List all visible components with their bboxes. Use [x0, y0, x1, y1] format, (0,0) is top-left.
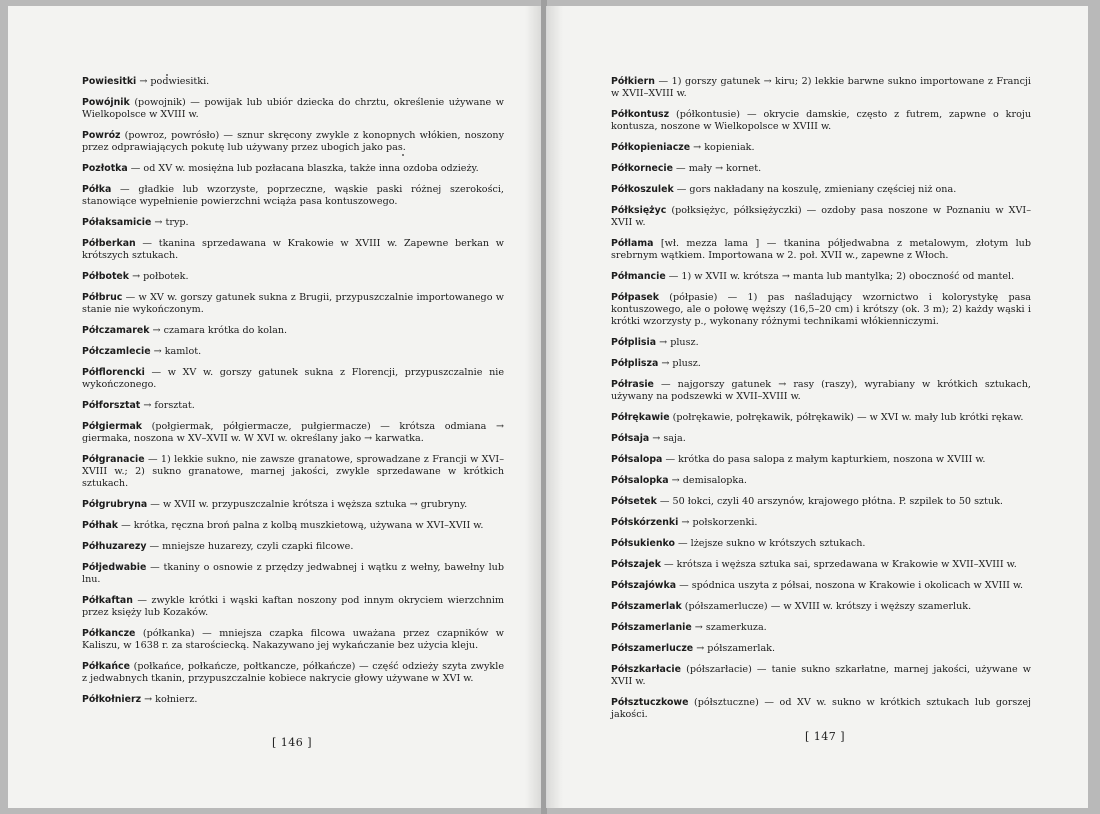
- entry-headword: Półksiężyc: [611, 205, 667, 216]
- left-page: [8, 6, 542, 808]
- page-number-right: [ 147 ]: [805, 730, 846, 743]
- dictionary-entry: [611, 601, 1031, 613]
- dictionary-entry: [611, 496, 1031, 508]
- dictionary-entry: [82, 238, 504, 262]
- entry-headword: Półkańce: [82, 661, 130, 672]
- dictionary-entry: [82, 499, 504, 511]
- entry-headword: Półkancze: [82, 628, 136, 639]
- entry-headword: Półrękawie: [611, 412, 670, 423]
- dictionary-entry: [611, 643, 1031, 655]
- dictionary-entry: [611, 337, 1031, 349]
- entry-definition: (półszamerlucze) — w XVIII w. krótszy i węższy szamerluk.: [681, 601, 972, 612]
- entry-headword: Półsetek: [611, 496, 657, 507]
- entry-headword: Półskórzenki: [611, 517, 679, 528]
- entry-headword: Półforsztat: [82, 400, 141, 411]
- entry-definition: (połksiężyc, półksiężyczki) — ozdoby pasa noszone w Poznaniu w XVI–XVII w.: [611, 205, 1031, 228]
- left-entries: [82, 76, 504, 715]
- entry-definition: — krótka, ręczna broń palna z kolbą muszkietową, używana w XVI–XVII w.: [118, 520, 484, 531]
- entry-definition: → czamara krótka do kolan.: [149, 325, 288, 336]
- entry-headword: Półczamlecie: [82, 346, 151, 357]
- dictionary-entry: [82, 661, 504, 685]
- entry-headword: Półflorencki: [82, 367, 145, 378]
- entry-headword: Półaksamicie: [82, 217, 152, 228]
- dictionary-entry: [82, 628, 504, 652]
- entry-definition: → tryp.: [151, 217, 189, 228]
- entry-definition: → połbotek.: [129, 271, 189, 282]
- dictionary-entry: [611, 622, 1031, 634]
- entry-definition: (półkanka) — mniejsza czapka filcowa uważana przez czapników w Kaliszu, w 1638 r. za starościecką. Nakazywano jej wykańczanie bez użycia kleju.: [82, 628, 504, 651]
- dictionary-entry: [611, 580, 1031, 592]
- entry-headword: Półszajek: [611, 559, 661, 570]
- page-number-left: [ 146 ]: [272, 736, 313, 749]
- entry-definition: — tkaniny o osnowie z przędzy jedwabnej i wątku z wełny, bawełny lub lnu.: [82, 562, 504, 585]
- dictionary-entry: [82, 76, 504, 88]
- entry-definition: → kopieniak.: [690, 142, 755, 153]
- entry-headword: Półszamerlanie: [611, 622, 692, 633]
- entry-headword: Półkiern: [611, 76, 655, 87]
- dictionary-entry: [82, 97, 504, 121]
- entry-headword: Półszamerlak: [611, 601, 682, 612]
- entry-definition: (połgiermak, półgiermacze, pułgiermacze) — krótsza odmiana → giermaka, noszona w XV–XVII w. W XVI w. określany jako → karwatka.: [82, 421, 504, 444]
- scan-speck: [402, 154, 404, 156]
- dictionary-entry: [611, 379, 1031, 403]
- dictionary-entry: [82, 562, 504, 586]
- entry-definition: — tkanina sprzedawana w Krakowie w XVIII w. Zapewne berkan w krótszych sztukach.: [82, 238, 504, 261]
- dictionary-entry: [611, 205, 1031, 229]
- entry-headword: Półmancie: [611, 271, 666, 282]
- dictionary-entry: [82, 271, 504, 283]
- entry-definition: → kołnierz.: [141, 694, 198, 705]
- dictionary-entry: [611, 292, 1031, 328]
- entry-headword: Powiesitki: [82, 76, 137, 87]
- scan-speck: [166, 74, 168, 76]
- dictionary-entry: [82, 184, 504, 208]
- entry-headword: Powróz: [82, 130, 121, 141]
- dictionary-entry: [82, 541, 504, 553]
- dictionary-entry: [611, 76, 1031, 100]
- dictionary-entry: [611, 163, 1031, 175]
- entry-definition: (połkańce, połkańcze, połtkancze, półkańcze) — część odzieży szyta zwykle z jedwabnych tkanin, przypuszczalnie kobiece nakrycie głowy używane w XVI w.: [82, 661, 504, 684]
- entry-definition: → połskorzenki.: [678, 517, 758, 528]
- entry-definition: → demisalopka.: [668, 475, 747, 486]
- dictionary-entry: [611, 559, 1031, 571]
- entry-headword: Pozłotka: [82, 163, 128, 174]
- entry-definition: — najgorszy gatunek → rasy (raszy), wyrabiany w krótkich sztukach, używany na podszewki w XVII–XVIII w.: [611, 379, 1031, 402]
- entry-headword: Półczamarek: [82, 325, 150, 336]
- entry-definition: → plusz.: [658, 358, 701, 369]
- dictionary-entry: [611, 109, 1031, 133]
- dictionary-entry: [611, 433, 1031, 445]
- entry-definition: → podwiesitki.: [136, 76, 210, 87]
- right-page: [546, 6, 1088, 808]
- entry-headword: Półkopieniacze: [611, 142, 691, 153]
- entry-definition: — w XV w. gorszy gatunek sukna z Florencji, przypuszczalnie nie wykończonego.: [82, 367, 504, 390]
- entry-definition: — od XV w. mosiężna lub pozłacana blaszka, także inna ozdoba odzieży.: [127, 163, 479, 174]
- entry-definition: → saja.: [649, 433, 686, 444]
- entry-definition: — 1) w XVII w. krótsza → manta lub mantylka; 2) oboczność od mantel.: [665, 271, 1015, 282]
- entry-definition: (powojnik) — powijak lub ubiór dziecka do chrztu, określenie używane w Wielkopolsce w XVIII w.: [82, 97, 504, 120]
- entry-headword: Półjedwabie: [82, 562, 147, 573]
- entry-definition: — mniejsze huzarezy, czyli czapki filcowe.: [146, 541, 354, 552]
- dictionary-entry: [82, 292, 504, 316]
- dictionary-entry: [611, 697, 1031, 721]
- entry-definition: — lżejsze sukno w krótszych sztukach.: [674, 538, 866, 549]
- entry-headword: Półgrubryna: [82, 499, 148, 510]
- entry-headword: Półkołnierz: [82, 694, 142, 705]
- dictionary-entry: [82, 400, 504, 412]
- dictionary-entry: [611, 238, 1031, 262]
- entry-definition: — mały → kornet.: [673, 163, 762, 174]
- entry-definition: — gors nakładany na koszulę, zmieniany częściej niż ona.: [673, 184, 957, 195]
- dictionary-entry: [611, 358, 1031, 370]
- entry-headword: Półrasie: [611, 379, 654, 390]
- entry-definition: → forsztat.: [140, 400, 195, 411]
- entry-definition: (powroz, powrósło) — sznur skręcony zwykle z konopnych włókien, noszony przez odprawiających pokutę lub używany przez ubogich jako pas.: [82, 130, 504, 153]
- entry-headword: Półsaja: [611, 433, 650, 444]
- entry-headword: Półkornecie: [611, 163, 673, 174]
- dictionary-entry: [82, 163, 504, 175]
- entry-headword: Półsalopka: [611, 475, 669, 486]
- entry-headword: Półhak: [82, 520, 119, 531]
- dictionary-entry: [82, 346, 504, 358]
- entry-headword: Półszajówka: [611, 580, 677, 591]
- dictionary-entry: [82, 130, 504, 154]
- entry-definition: → półszamerlak.: [693, 643, 776, 654]
- entry-definition: — spódnica uszyta z półsai, noszona w Krakowie i okolicach w XVIII w.: [676, 580, 1024, 591]
- entry-definition: — 50 łokci, czyli 40 arszynów, krajowego płótna. P. szpilek to 50 sztuk.: [656, 496, 1003, 507]
- entry-definition: — 1) lekkie sukno, nie zawsze granatowe, sprowadzane z Francji w XVI–XVIII w.; 2) sukno granatowe, marnej jakości, zwykle sprzedawane w krótkich sztukach.: [82, 454, 504, 489]
- entry-headword: Półka: [82, 184, 112, 195]
- entry-definition: — krótsza i węższa sztuka sai, sprzedawana w Krakowie w XVII–XVIII w.: [660, 559, 1017, 570]
- entry-headword: Półlama: [611, 238, 654, 249]
- entry-headword: Powójnik: [82, 97, 130, 108]
- dictionary-entry: [611, 538, 1031, 550]
- entry-headword: Półbotek: [82, 271, 130, 282]
- entry-headword: Półberkan: [82, 238, 136, 249]
- dictionary-entry: [82, 454, 504, 490]
- entry-headword: Półkoszulek: [611, 184, 674, 195]
- dictionary-entry: [611, 664, 1031, 688]
- dictionary-entry: [611, 412, 1031, 424]
- dictionary-entry: [611, 142, 1031, 154]
- entry-definition: — w XVII w. przypuszczalnie krótsza i węższa sztuka → grubryny.: [147, 499, 468, 510]
- entry-definition: → szamerkuza.: [691, 622, 767, 633]
- dictionary-entry: [82, 694, 504, 706]
- entry-headword: Półpasek: [611, 292, 660, 303]
- dictionary-entry: [611, 271, 1031, 283]
- dictionary-entry: [82, 217, 504, 229]
- right-entries: [611, 76, 1031, 730]
- entry-definition: → plusz.: [656, 337, 699, 348]
- entry-definition: (półpasie) — 1) pas naśladujący wzornictwo i kolorystykę pasa kontuszowego, ale o połowę węższy (16,5–20 cm) i krótszy (ok. 3 m); 2) każdy wąski i krótki wzorzysty p., wykonany różnymi technikami włókienniczymi.: [611, 292, 1031, 327]
- dictionary-entry: [82, 325, 504, 337]
- dictionary-entry: [611, 517, 1031, 529]
- entry-headword: Półsztuczkowe: [611, 697, 689, 708]
- entry-headword: Półbruc: [82, 292, 123, 303]
- dictionary-entry: [611, 475, 1031, 487]
- entry-definition: — krótka do pasa salopa z małym kapturkiem, noszona w XVIII w.: [662, 454, 986, 465]
- entry-definition: — w XV w. gorszy gatunek sukna z Brugii, przypuszczalnie importowanego w stanie nie wykończonym.: [82, 292, 504, 315]
- dictionary-entry: [611, 184, 1031, 196]
- entry-headword: Półszkarłacie: [611, 664, 681, 675]
- entry-headword: Półsukienko: [611, 538, 675, 549]
- entry-headword: Półhuzarezy: [82, 541, 147, 552]
- entry-definition: (półszarłacie) — tanie sukno szkarłatne, marnej jakości, używane w XVII w.: [611, 664, 1031, 687]
- entry-headword: Półplisia: [611, 337, 657, 348]
- entry-definition: — gładkie lub wzorzyste, poprzeczne, wąskie paski różnej szerokości, stanowiące wypełnienie powierzchni wciąża pasa kontuszowego.: [82, 184, 504, 207]
- entry-headword: Półszamerlucze: [611, 643, 694, 654]
- entry-headword: Półsalopa: [611, 454, 663, 465]
- entry-definition: (półsztuczne) — od XV w. sukno w krótkich sztukach lub gorszej jakości.: [611, 697, 1031, 720]
- entry-definition: — 1) gorszy gatunek → kiru; 2) lekkie barwne sukno importowane z Francji w XVII–XVIII w.: [611, 76, 1031, 99]
- entry-headword: Półgranacie: [82, 454, 145, 465]
- dictionary-entry: [82, 367, 504, 391]
- entry-definition: [wł. mezza lama ] — tkanina półjedwabna z metalowym, złotym lub srebrnym wątkiem. Importowana w 2. poł. XVII w., zapewne z Włoch.: [611, 238, 1031, 261]
- dictionary-entry: [82, 595, 504, 619]
- entry-headword: Półkaftan: [82, 595, 133, 606]
- dictionary-entry: [82, 520, 504, 532]
- entry-definition: (połrękawie, połrękawik, półrękawik) — w XVI w. mały lub krótki rękaw.: [669, 412, 1024, 423]
- entry-headword: Półkontusz: [611, 109, 670, 120]
- entry-definition: → kamlot.: [150, 346, 202, 357]
- dictionary-entry: [82, 421, 504, 445]
- dictionary-entry: [611, 454, 1031, 466]
- entry-definition: (półkontusie) — okrycie damskie, często z futrem, zapwne o kroju kontusza, noszone w Wielkopolsce w XVIII w.: [611, 109, 1031, 132]
- entry-headword: Półplisza: [611, 358, 659, 369]
- entry-headword: Półgiermak: [82, 421, 143, 432]
- entry-definition: — zwykle krótki i wąski kaftan noszony pod innym okryciem wierzchnim przez księży lub Kozaków.: [82, 595, 504, 618]
